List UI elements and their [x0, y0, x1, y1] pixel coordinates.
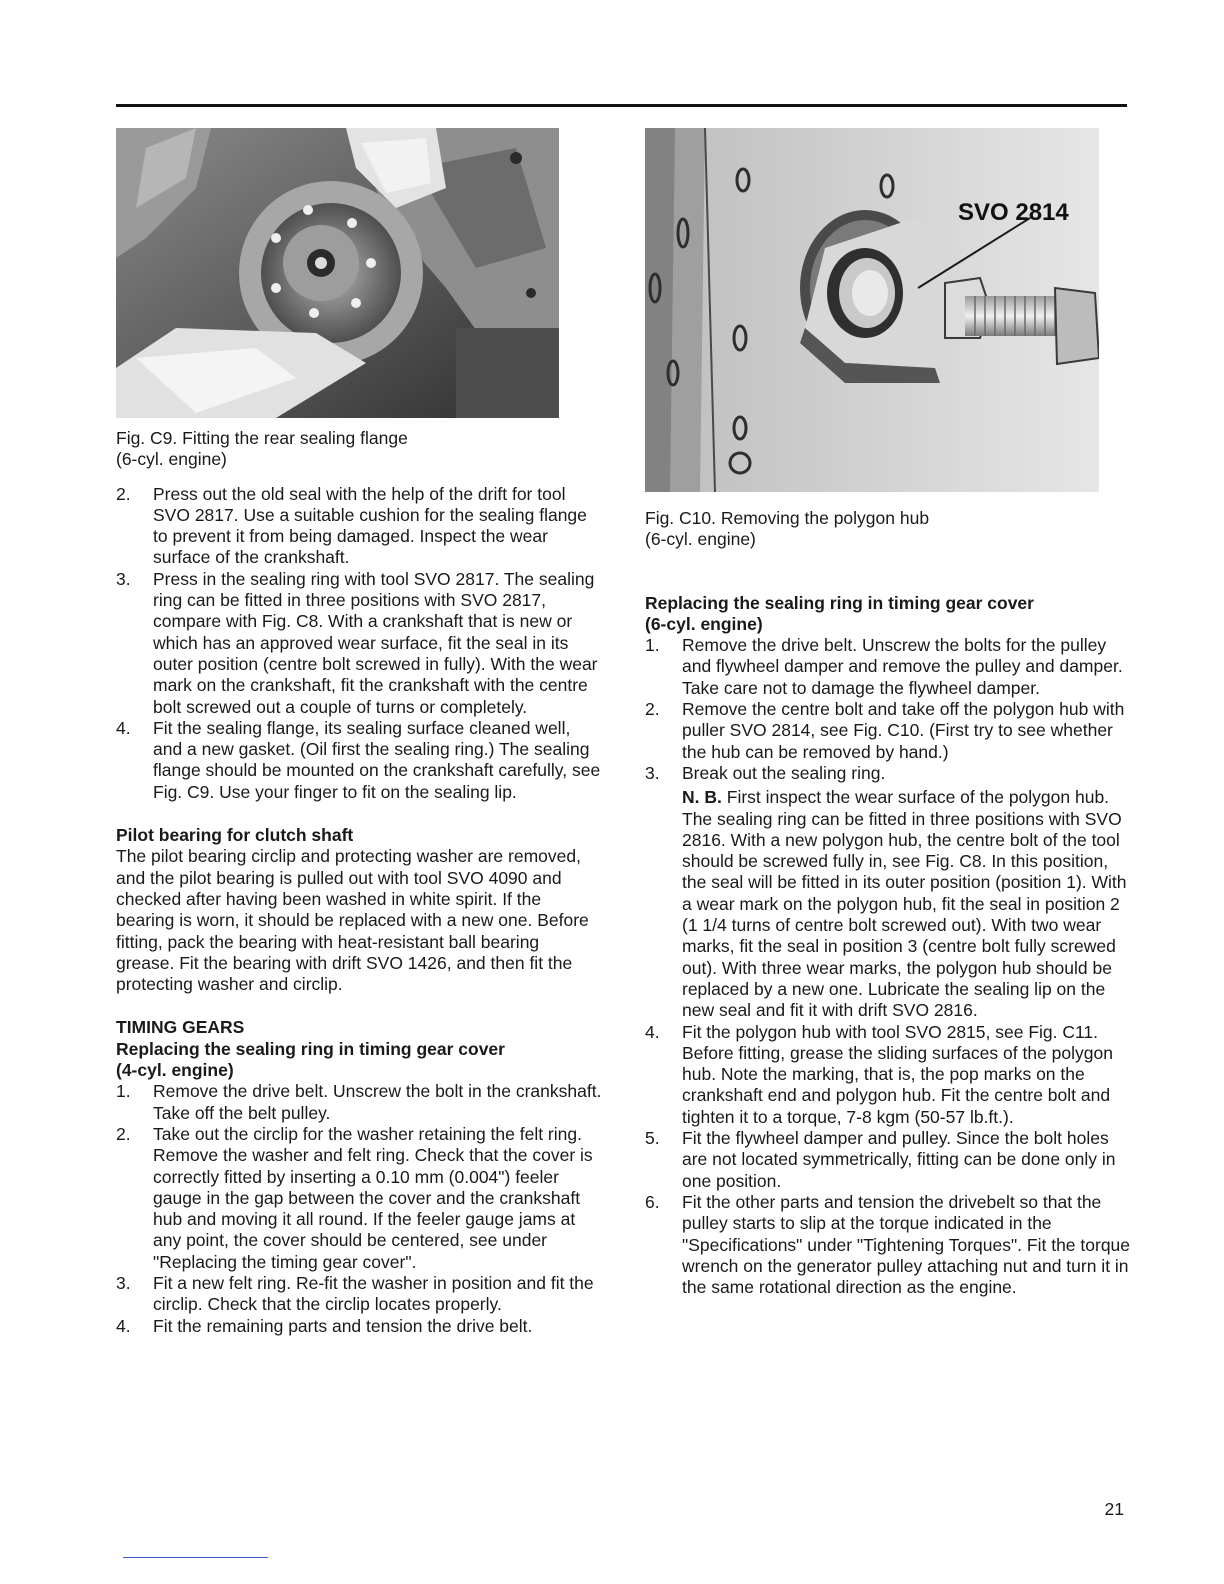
figure-c10-caption — [645, 508, 1131, 551]
list-item — [645, 1192, 1131, 1298]
section-heading: TIMING GEARS — [116, 1017, 245, 1038]
left-column — [116, 128, 602, 1337]
list-item — [645, 1128, 1131, 1192]
nb-label: N. B. — [682, 787, 722, 808]
list-text: Remove the drive belt. Unscrew the bolts for the pulley and flywheel damper and remove the pulley and damper. Take care not to damage the flywheel damper. — [682, 635, 1123, 698]
subheading: (4-cyl. engine) — [116, 1060, 234, 1081]
list-text: Break out the sealing ring. — [682, 762, 886, 783]
caption-line: Fig. C9. Fitting the rear sealing flange — [116, 428, 408, 448]
nb-text: First inspect the wear surface of the polygon hub. The sealing ring can be fitted in three positions with SVO 2816. With a new polygon hub, the centre bolt of the tool should be screwed fully in, see Fig. C8. In this position, the seal will be fitted in its outer position (position 1). With a wear mark on the polygon hub, fit the seal in position 2 (1 1/4 turns of centre bolt screwed out). With two wear marks, fit the seal in position 3 (centre bolt fully screwed out). With three wear marks, the polygon hub should be replaced by a new one. Lubricate the sealing lip on the new seal and fit it with drift SVO 2816. — [682, 787, 1127, 1021]
page-number: 21 — [1104, 1499, 1124, 1519]
list-number: 2. — [645, 699, 660, 720]
right-column — [645, 128, 1131, 1298]
nb-note — [682, 787, 1131, 1021]
list-text: Press out the old seal with the help of the drift for tool SVO 2817. Use a suitable cushion for the sealing flange to prevent it from being damaged. Inspect the wear surface of the crankshaft. — [153, 483, 587, 568]
polygon-hub-puller-photo — [645, 128, 1099, 492]
list-item — [116, 1273, 602, 1316]
timing-gear-steps — [116, 1081, 602, 1337]
list-text: Remove the drive belt. Unscrew the bolt in the crankshaft. Take off the belt pulley. — [153, 1081, 602, 1123]
list-number: 4. — [116, 717, 131, 738]
list-item — [116, 1124, 602, 1273]
list-text: Fit the sealing flange, its sealing surface cleaned well, and a new gasket. (Oil first the sealing ring.) The sealing flange should be mounted on the crankshaft carefully, see Fig. C9. Use your finger to fit on the sealing lip. — [153, 717, 601, 802]
list-number: 3. — [116, 568, 131, 589]
list-item — [116, 1316, 602, 1337]
caption-line: Fig. C10. Removing the polygon hub — [645, 508, 930, 528]
list-number: 4. — [116, 1315, 131, 1336]
list-text: Press in the sealing ring with tool SVO 2817. The sealing ring can be fitted in three positions with SVO 2817, compare with Fig. C8. With a crankshaft that is new or which has an approved wear surface, fit the seal in its outer position (centre bolt screwed in fully). With the wear mark on the crankshaft, fit the crankshaft with the centre bolt screwed out a couple of turns or completely. — [153, 568, 598, 717]
engine-rear-flange-photo — [116, 128, 559, 418]
section-heading: Pilot bearing for clutch shaft — [116, 825, 354, 846]
list-number: 4. — [645, 1021, 660, 1042]
subheading: (6-cyl. engine) — [645, 613, 763, 634]
list-number: 3. — [116, 1272, 131, 1293]
list-item — [116, 1081, 602, 1124]
list-number: 6. — [645, 1191, 660, 1212]
caption-line: (6-cyl. engine) — [116, 449, 227, 470]
figure-c10-photo — [645, 128, 1099, 492]
list-number: 2. — [116, 483, 131, 504]
list-item — [116, 718, 602, 803]
list-item — [645, 1022, 1131, 1128]
list-number: 3. — [645, 762, 660, 783]
footer-link-line — [123, 1557, 268, 1558]
timing-gears-section — [116, 1017, 602, 1336]
list-text: Take out the circlip for the washer retaining the felt ring. Remove the washer and felt ring. Check that the cover is correctly fitted by inserting a 0.10 mm (0.004") feeler gauge in the gap between the cover and the crankshaft hub and moving it all round. If the feeler gauge jams at any point, the cover should be centered, see under "Replacing the timing gear cover". — [153, 1123, 593, 1272]
list-text: Fit the remaining parts and tension the drive belt. — [153, 1315, 533, 1336]
rear-seal-steps — [116, 484, 602, 803]
list-item — [645, 763, 1131, 1022]
caption-line: (6-cyl. engine) — [645, 529, 756, 550]
tool-label: SVO 2814 — [958, 199, 1069, 226]
list-text: Fit the flywheel damper and pulley. Since the bolt holes are not located symmetrically, fitting can be done only in one position. — [682, 1128, 1116, 1191]
six-cyl-steps — [645, 635, 1131, 1298]
list-text: Fit the polygon hub with tool SVO 2815, see Fig. C11. Before fitting, grease the sliding surfaces of the polygon hub. Note the marking, that is, the pop marks on the crankshaft end and polygon hub. Fit the centre bolt and tighten it to a torque, 7-8 kgm (50-57 lb.ft.). — [682, 1021, 1113, 1127]
header-rule — [116, 104, 1127, 107]
list-text: Fit the other parts and tension the drivebelt so that the pulley starts to slip at the torque indicated in the "Specifications" under "Tightening Torques". Fit the torque wrench on the generator pulley attaching nut and turn it in the same rotational direction as the engine. — [682, 1191, 1131, 1298]
list-text: Remove the centre bolt and take off the polygon hub with puller SVO 2814, see Fig. C10. (First try to see whether the hub can be removed by hand.) — [682, 699, 1125, 762]
subheading: Replacing the sealing ring in timing gear cover — [645, 592, 1034, 613]
list-item — [116, 569, 602, 718]
paragraph: The pilot bearing circlip and protecting washer are removed, and the pilot bearing is pulled out with tool SVO 4090 and checked after having been washed in white spirit. If the bearing is worn, it should be replaced with a new one. Before fitting, pack the bearing with heat-resistant ball bearing grease. Fit the bearing with drift SVO 1426, and then fit the protecting washer and circlip. — [116, 846, 589, 995]
list-item — [645, 699, 1131, 763]
pilot-bearing-section — [116, 825, 602, 995]
figure-c9-photo — [116, 128, 559, 418]
subheading: Replacing the sealing ring in timing gear cover — [116, 1038, 505, 1059]
six-cyl-section — [645, 593, 1131, 1299]
list-number: 5. — [645, 1128, 660, 1149]
list-item — [116, 484, 602, 569]
list-number: 1. — [645, 635, 660, 656]
figure-c9-caption — [116, 428, 602, 471]
list-number: 2. — [116, 1123, 131, 1144]
list-number: 1. — [116, 1081, 131, 1102]
list-text: Fit a new felt ring. Re-fit the washer in position and fit the circlip. Check that the circlip locates properly. — [153, 1272, 594, 1315]
list-item — [645, 635, 1131, 699]
